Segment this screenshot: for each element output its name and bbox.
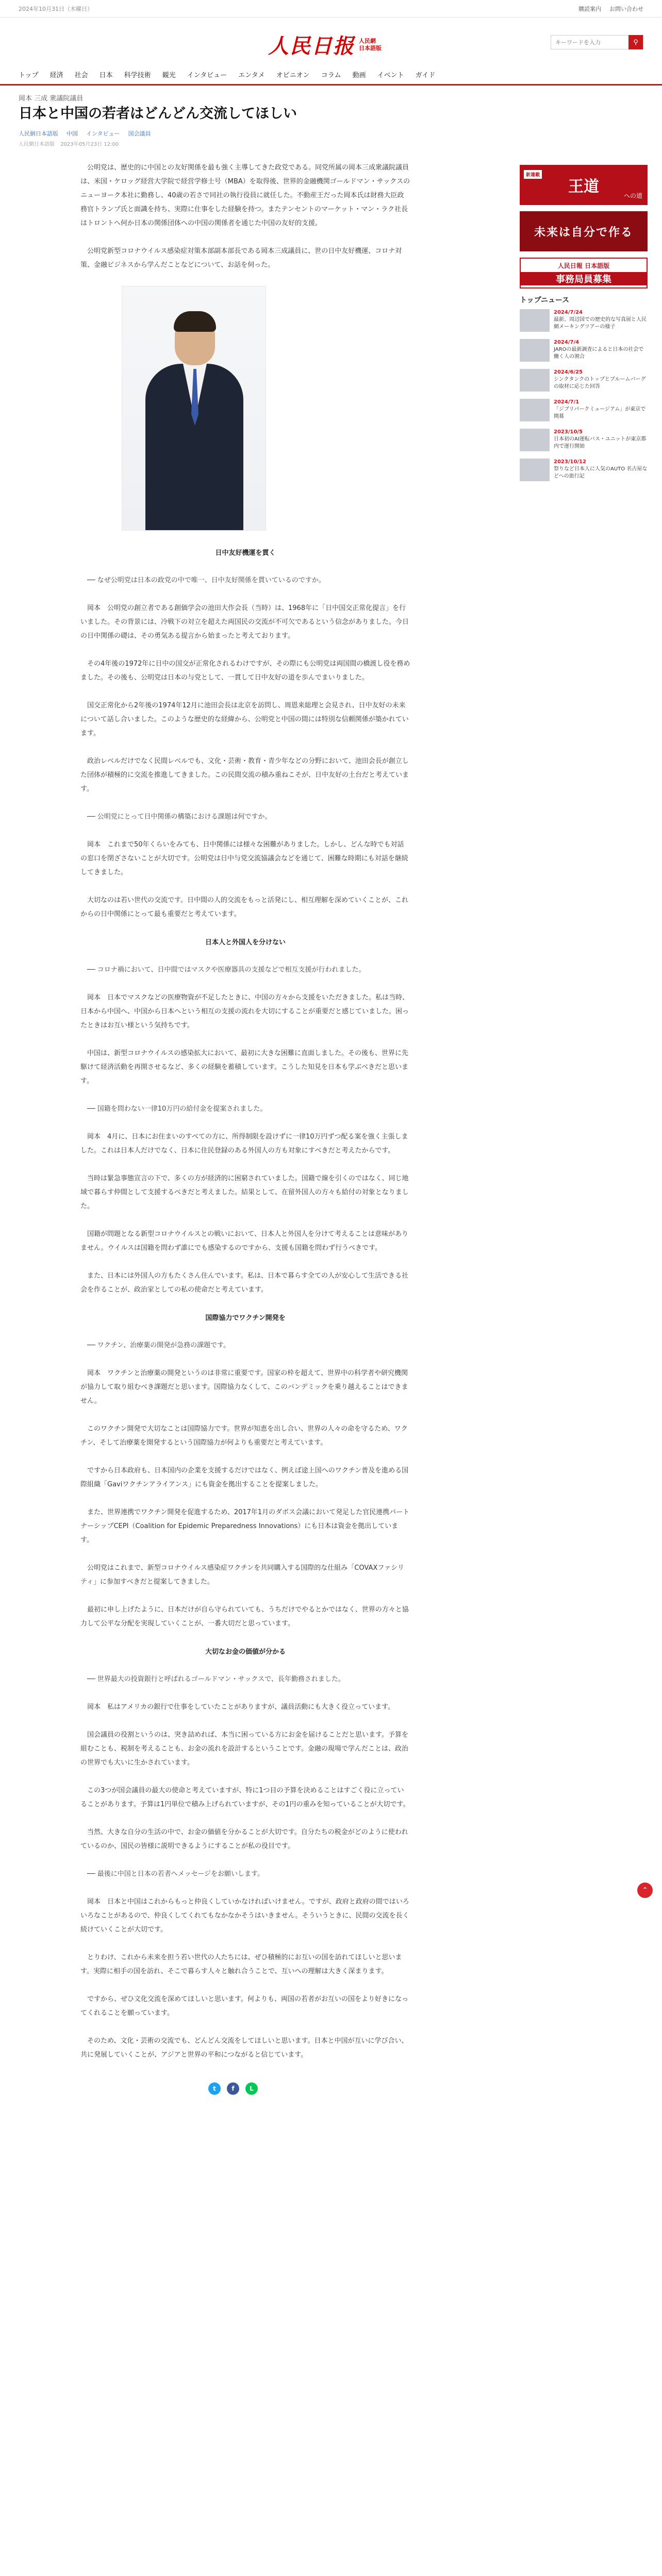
article-paragraph: 岡本 公明党の創立者である創価学会の池田大作会長（当時）は、1968年に「日中国交正常化提言」を行いました。その背景には、冷戦下の対立を超えた両国民の交流が不可欠であるという信念がありました。今日の日中関係の礎は、その勇気ある提言から始まったと考えております。 <box>80 604 409 640</box>
news-thumbnail <box>520 309 550 332</box>
search-input[interactable] <box>551 36 628 49</box>
top-news-heading: トップニュース <box>520 296 570 304</box>
nav-science[interactable]: 科学技術 <box>124 72 151 79</box>
news-title: 「ジブリパークミュージアム」が東京で開幕 <box>554 406 646 419</box>
news-thumbnail <box>520 339 550 362</box>
contact-link[interactable]: お問い合わせ <box>609 5 643 12</box>
page-title: 日本と中国の若者はどんどん交流してほしい <box>19 106 297 122</box>
article-paragraph: 政治レベルだけでなく民間レベルでも、文化・芸術・教育・青少年などの分野において、池田会長が創立した団体が積極的に交流を推進してきました。この民間交流の積み重ねこそが、日中友好の土台だと考えています。 <box>80 757 409 793</box>
article-tags <box>19 129 410 138</box>
news-date: 2024/7/4 <box>554 340 580 345</box>
article-paragraph: 国籍が問題となる新型コロナウイルスとの戦いにおいて、日本人と外国人を分けて考えることは意味がありません。ウイルスは国籍を問わず誰にでも感染するのですから、支援も国籍を問わず行うべきです。 <box>80 1230 408 1252</box>
article-paragraph: 当時は緊急事態宣言の下で、多くの方が経済的に困窮されていました。国籍で線を引くのではなく、同じ地域で暮らす仲間として支援するべきだと考えました。結果として、在留外国人の方々も給付の対象となりました。 <box>80 1175 409 1210</box>
site-logo[interactable] <box>268 30 382 59</box>
chevron-up-icon: ⌃ <box>642 1886 648 1894</box>
article-paragraph: 国会議員の役割というのは、突き詰めれば、本当に困っている方にお金を届けることだと思います。予算を組むことも、税制を考えることも、お金の流れを設計するということです。金融の現場で学んだことは、政治の世界でも大いに生かされています。 <box>80 1731 408 1767</box>
article-question: ── 最後に中国と日本の若者へメッセージをお願いします。 <box>87 1870 264 1878</box>
facebook-icon[interactable]: f <box>227 2082 239 2095</box>
article-paragraph: 最初に申し上げたように、日本だけが自ら守られていても、うちだけでやるとかではなく、世界の方々と協力して公平な分配を実現していくことが、一番大切だと思っています。 <box>80 1606 409 1628</box>
article-body <box>19 161 410 2095</box>
subscribe-link[interactable]: 購読案内 <box>578 5 601 12</box>
tag-link[interactable]: 人民網日本語版 <box>19 130 58 137</box>
tag-link[interactable]: インタビュー <box>86 130 120 137</box>
article-paragraph: 国交正常化から2年後の1974年12月に池田会長は北京を訪問し、周恩来総理と会見され、日中友好の未来について話し合いました。このような歴史的な経緯から、公明党と中国の間には特別な信頼関係が築かれています。 <box>80 702 409 737</box>
share-buttons <box>208 2082 410 2095</box>
section-heading: 日本人と外国人を分けない <box>205 939 286 946</box>
logo-sub-1: 人民網 <box>359 37 376 44</box>
article-paragraph: 公明党は、歴史的に中国との友好関係を最も強く主導してきた政党である。同党所属の岡本三成衆議院議員は、米国・ケロッグ経営大学院で経営学修士号（MBA）を取得後、世界的金融機関ゴールドマン・サックスのニューヨーク本社に勤務し、40歳の若さで同社の執行役員に就任した。不動産王だった岡本氏は財務大臣政務官トランプ氏と面識を持ち、実際に仕事をした経験を持つ。またテンセントのマーケット・マン・ラク社長はトロントへ何か日本の関係団体への中国の関係者を通じた中国の友好的支援。 <box>80 164 410 227</box>
tag-link[interactable]: 国会議員 <box>128 130 151 137</box>
banner-ad-2[interactable] <box>520 211 648 251</box>
top-date: 2024年10月31日（木曜日） <box>19 5 93 12</box>
main-nav <box>0 65 662 86</box>
article-question: ── 公明党にとって日中関係の構築における課題は何ですか。 <box>87 813 272 821</box>
article-datetime: 2023年05月23日 12:00 <box>60 142 119 147</box>
top-news-item[interactable] <box>520 399 648 421</box>
news-title: 日本初のAI運転バス・ユニットが東京都内で運行開始 <box>554 436 647 449</box>
twitter-icon[interactable]: t <box>208 2082 221 2095</box>
line-icon[interactable]: L <box>245 2082 258 2095</box>
article-question: ── 世界最大の投資銀行と呼ばれるゴールドマン・サックスで、長年勤務されました。 <box>87 1675 345 1683</box>
news-date: 2024/7/1 <box>554 399 580 405</box>
banner-ad-1[interactable] <box>520 165 648 205</box>
article-paragraph: 岡本 4月に、日本にお住まいのすべての方に、所得制限を設けずに一律10万円ずつ配る案を強く主張しました。これは日本人だけでなく、日本に住民登録のある外国人の方も対象にすべきだと考えたからです。 <box>80 1133 408 1155</box>
article-paragraph: 当然、大きな自分の生活の中で、お金の価値を分かることが大切です。自分たちの税金がどのように使われているのか、国民の皆様に説明できるようにすることが私の役目です。 <box>80 1828 408 1850</box>
logo-sub-2: 日本語版 <box>359 44 382 52</box>
nav-column[interactable]: コラム <box>321 72 341 79</box>
article-paragraph: このワクチン開発で大切なことは国際協力です。世界が知恵を出し合い、世界の人々の命を守るため、ワクチン、そして治療薬を開発するという国際協力が何よりも重要だと考えています。 <box>80 1425 408 1447</box>
sidebar <box>520 165 648 488</box>
article-main <box>19 93 410 2095</box>
top-news-item[interactable] <box>520 309 648 332</box>
logo-mark: 人民日报 <box>268 34 355 58</box>
article-paragraph: その4年後の1972年に日中の国交が正常化されるわけですが、その際にも公明党は両国間の橋渡し役を務めました。その後も、公明党は日本の与党として、一貫して日中友好の道を歩んでまいりました。 <box>80 660 410 682</box>
nav-top[interactable]: トップ <box>19 72 39 79</box>
nav-event[interactable]: イベント <box>377 72 404 79</box>
site-header <box>0 18 662 65</box>
top-news-item[interactable] <box>520 369 648 392</box>
news-date: 2023/10/12 <box>554 459 586 465</box>
search-box <box>551 35 643 49</box>
article-paragraph: 岡本 これまで50年くらいをみても、日中関係には様々な困難がありました。しかし、どんな時でも対話の窓口を閉ざさないことが大切です。公明党は日中与党交流協議会などを通じて、困難な時期にも対話を継続してきました。 <box>80 841 408 876</box>
top-news-item[interactable] <box>520 429 648 451</box>
banner-title: 未来は自分で作る <box>534 226 633 239</box>
nav-society[interactable]: 社会 <box>74 72 88 79</box>
portrait-photo <box>122 286 266 531</box>
article-paragraph: 岡本 ワクチンと治療薬の開発というのは非常に重要です。国家の枠を超えて、世界中の科学者や研究機関が協力して取り組むべき課題だと思います。国際協力なくして、このパンデミックを乗り越えることはできません。 <box>80 1369 408 1405</box>
article-paragraph: また、世界連携でワクチン開発を促進するため、2017年1月のダボス会議において発足した官民連携パートナーシップCEPI（Coalition for Epidemic Preparedness Innovations）にも日本は資金を拠出しています。 <box>80 1509 410 1544</box>
scroll-to-top-button[interactable] <box>637 1883 653 1898</box>
article-paragraph: 中国は、新型コロナウイルスの感染拡大において、最初に大きな困難に直面しました。その後も、世界に先駆けて経済活動を再開させるなど、多くの経験を蓄積しています。こうした知見を日本も学ぶべきだと思います。 <box>80 1049 408 1085</box>
nav-tourism[interactable]: 観光 <box>162 72 176 79</box>
article-paragraph: また、日本には外国人の方もたくさん住んでいます。私は、日本で暮らす全ての人が安心して生活できる社会を作ることが、政治家としての私の使命だと考えています。 <box>80 1272 408 1294</box>
nav-guide[interactable]: ガイド <box>415 72 436 79</box>
nav-economy[interactable]: 経済 <box>49 72 63 79</box>
nav-japan[interactable]: 日本 <box>99 72 113 79</box>
news-title: 祭りなど日本人に人気のAUTO 名古屋などへの旅行記 <box>554 466 648 479</box>
article-question: ── ワクチン、治療薬の開発が急務の課題です。 <box>87 1342 230 1349</box>
article-question: ── コロナ禍において、日中間ではマスクや医療器具の支援などで相互支援が行われました。 <box>87 966 366 974</box>
nav-interview[interactable]: インタビュー <box>187 72 227 79</box>
news-thumbnail <box>520 399 550 421</box>
article-question: ── なぜ公明党は日本の政党の中で唯一、日中友好関係を貫いているのですか。 <box>87 577 325 584</box>
article-paragraph: 公明党新型コロナウイルス感染症対策本部副本部長である岡本三成議員に、世の日中友好機運、コロナ対策、金融ビジネスから学んだことなどについて、お話を伺った。 <box>80 247 402 269</box>
news-title: 最新、周辺国での歴史的な写真展と人民網メーキングツアーの様子 <box>554 317 647 330</box>
banner-tag: 新連載 <box>524 170 542 179</box>
banner-bottom-text: 事務局員募集 <box>521 272 647 285</box>
article-paragraph: ですから、ぜひ文化交流を深めてほしいと思います。何よりも、両国の若者がお互いの国をより好きになってくれることを願っています。 <box>80 1995 408 2017</box>
article-source: 人民網日本語版 <box>19 142 55 147</box>
top-news-item[interactable] <box>520 339 648 362</box>
breadcrumb: 岡本 三成 衆議院議員 <box>19 95 84 103</box>
nav-video[interactable]: 動画 <box>352 72 366 79</box>
article-paragraph: ですから日本政府も、日本国内の企業を支援するだけではなく、例えば途上国へのワクチン普及を進める国際組織「Gaviワクチンアライアンス」にも資金を拠出することを提案しました。 <box>80 1467 409 1488</box>
article-paragraph: 大切なのは若い世代の交流です。日中間の人的交流をもっと活発にし、相互理解を深めていくことが、これからの日中関係にとって最も重要だと考えています。 <box>80 896 408 918</box>
top-news-item[interactable] <box>520 459 648 481</box>
article-paragraph: 公明党はこれまで、新型コロナウイルス感染症ワクチンを共同購入する国際的な仕組み「COVAXファシリティ」に参加すべきだと提案してきました。 <box>80 1564 404 1586</box>
banner-title: 王道 <box>568 178 599 196</box>
banner-ad-3[interactable] <box>520 258 648 289</box>
news-date: 2023/10/5 <box>554 429 583 435</box>
section-heading: 大切なお金の価値が分かる <box>205 1648 286 1656</box>
news-thumbnail <box>520 369 550 392</box>
section-heading: 日中友好機運を貫く <box>215 549 276 557</box>
banner-subtitle: への道 <box>623 192 642 199</box>
article-paragraph: 岡本 日本でマスクなどの医療物資が不足したときに、中国の方々から支援をいただきました。私は当時、日本から中国へ、中国から日本へという相互の支援の流れを大切にすることが重要だと感じていました。困ったときはお互い様という気持ちです。 <box>80 994 409 1029</box>
nav-opinion[interactable]: オピニオン <box>276 72 310 79</box>
article-source-line <box>19 140 410 147</box>
tag-link[interactable]: 中国 <box>67 130 78 137</box>
news-date: 2024/6/25 <box>554 369 583 375</box>
banner-top-text: 人民日報 日本語版 <box>557 262 610 269</box>
news-title: シンクタンクのトップとブルームバーグの取材に応じた回答 <box>554 377 646 389</box>
news-date: 2024/7/24 <box>554 310 583 315</box>
section-heading: 国際協力でワクチン開発を <box>205 1314 286 1322</box>
article-paragraph: 岡本 日本と中国はこれからもっと仲良くしていかなければいけません。ですが、政府と政府の間ではいろいろなことがあるので、仲良くしてくれてもなかなかそうはいきません。そういうときに、民間の交流を長く続けていくことが大切です。 <box>80 1898 409 1934</box>
article-paragraph: この3つが国会議員の最大の使命と考えていますが、特に1つ目の予算を決めることはすごく役に立っていることがあります。予算は1円単位で積み上げられていますが、その1円の重みを知っていることが大切です。 <box>80 1787 410 1808</box>
article-paragraph: とりわけ、これから未来を担う若い世代の人たちには、ぜひ積極的にお互いの国を訪れてほしいと思います。実際に相手の国を訪れ、そこで暮らす人々と触れ合うことで、互いへの理解は大きく深まります。 <box>80 1954 402 1975</box>
article-paragraph: 岡本 私はアメリカの銀行で仕事をしていたことがありますが、議員活動にも大きく役立っています。 <box>87 1703 395 1711</box>
news-title: JAROの最新調査によると日本の社会で働く人の割合 <box>554 347 644 360</box>
nav-entertainment[interactable]: エンタメ <box>238 72 265 79</box>
article-paragraph: そのため、文化・芸術の交流でも、どんどん交流をしてほしいと思います。日本と中国が互いに学び合い、共に発展していくことが、アジアと世界の平和につながると信じています。 <box>80 2037 408 2059</box>
news-thumbnail <box>520 429 550 451</box>
search-icon[interactable]: ⚲ <box>628 35 643 49</box>
top-bar <box>0 0 662 18</box>
article-question: ── 国籍を問わない一律10万円の給付金を提案されました。 <box>87 1105 267 1113</box>
news-thumbnail <box>520 459 550 481</box>
